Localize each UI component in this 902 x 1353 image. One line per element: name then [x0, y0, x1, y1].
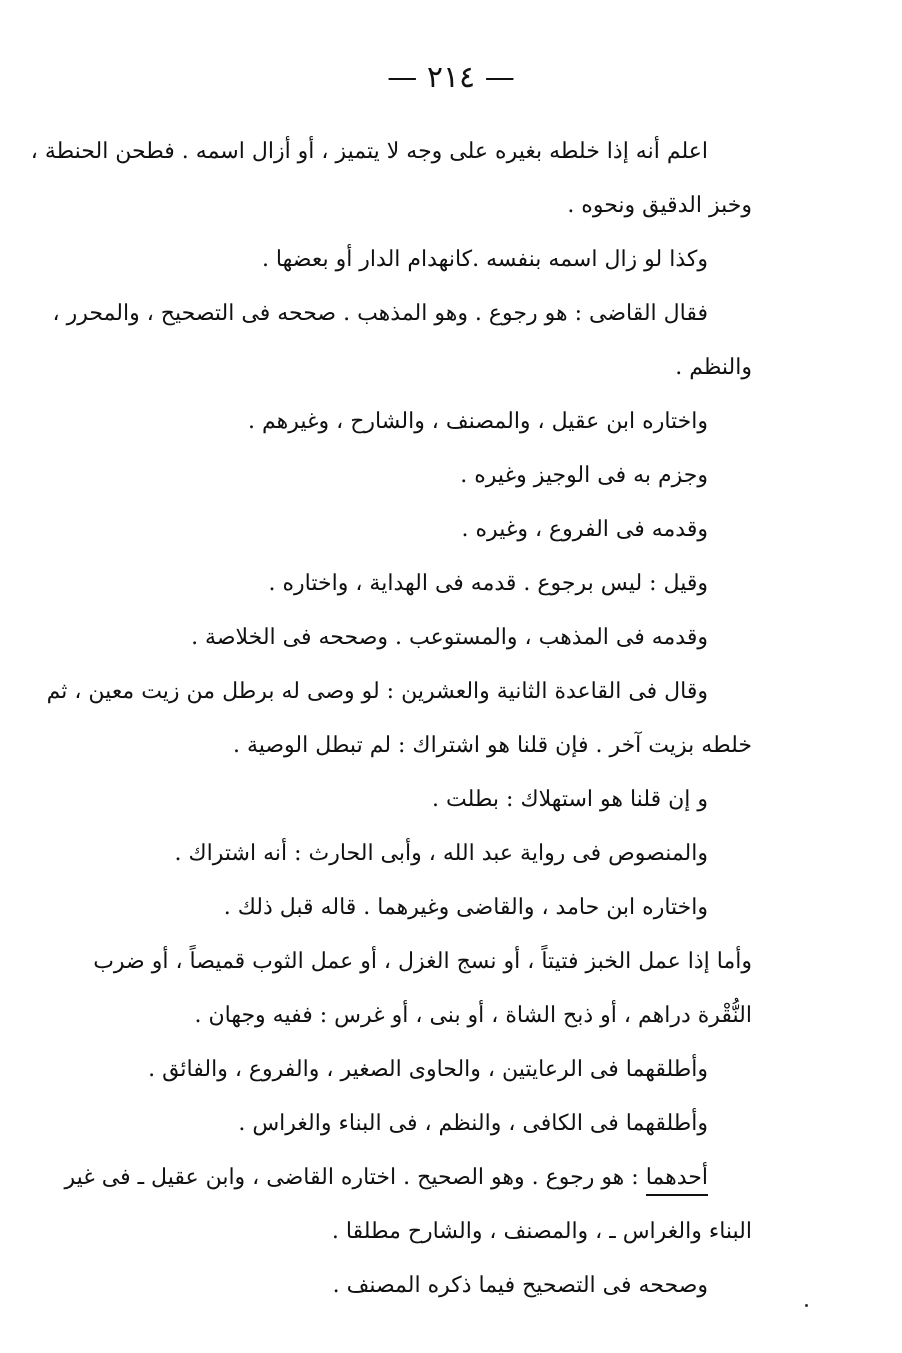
- body-text: [30, 125, 752, 1313]
- text-line: والمنصوص فى رواية عبد الله ، وأبى الحارث : أنه اشتراك .: [174, 841, 708, 866]
- page-number: — ٢١٤ —: [387, 60, 515, 95]
- text-line: البناء والغراس ـ ، والمصنف ، والشارح مطلقا .: [331, 1219, 752, 1244]
- text-line: وقال فى القاعدة الثانية والعشرين : لو وصى له برطل من زيت معين ، ثم: [46, 679, 708, 704]
- text-line: واختاره ابن حامد ، والقاضى وغيرهما . قاله قبل ذلك .: [223, 895, 708, 920]
- text-line: وقدمه فى الفروع ، وغيره .: [461, 517, 708, 542]
- text-line: وصححه فى التصحيح فيما ذكره المصنف .: [332, 1273, 708, 1298]
- text-line-emphasized: [64, 1151, 752, 1205]
- text-line: وخبز الدقيق ونحوه .: [567, 193, 752, 218]
- emphasized-word: أحدهما: [646, 1165, 708, 1196]
- text-line: وقدمه فى المذهب ، والمستوعب . وصححه فى الخلاصة .: [191, 625, 708, 650]
- text-line: و إن قلنا هو استهلاك : بطلت .: [432, 787, 708, 812]
- text-line-rest: : هو رجوع . وهو الصحيح . اختاره القاضى ، وابن عقيل ـ فى غير: [64, 1165, 639, 1190]
- text-line: اعلم أنه إذا خلطه بغيره على وجه لا يتميز ، أو أزال اسمه . فطحن الحنطة ،: [30, 139, 708, 164]
- scan-speck: [805, 1304, 808, 1307]
- text-line: وجزم به فى الوجيز وغيره .: [460, 463, 708, 488]
- text-line: فقال القاضى : هو رجوع . وهو المذهب . صححه فى التصحيح ، والمحرر ،: [52, 301, 708, 326]
- text-line: النُّقْرة دراهم ، أو ذبح الشاة ، أو بنى ، أو غرس : ففيه وجهان .: [194, 1003, 752, 1028]
- text-line: وأطلقهما فى الرعايتين ، والحاوى الصغير ، والفروع ، والفائق .: [148, 1057, 708, 1082]
- text-line: وأما إذا عمل الخبز فتيتاً ، أو نسج الغزل ، أو عمل الثوب قميصاً ، أو ضرب: [93, 949, 752, 974]
- text-line: وكذا لو زال اسمه بنفسه .كانهدام الدار أو بعضها .: [261, 247, 708, 272]
- text-line: والنظم .: [675, 355, 752, 380]
- text-line: واختاره ابن عقيل ، والمصنف ، والشارح ، وغيرهم .: [248, 409, 708, 434]
- text-line: خلطه بزيت آخر . فإن قلنا هو اشتراك : لم تبطل الوصية .: [232, 733, 752, 758]
- text-line: وقيل : ليس برجوع . قدمه فى الهداية ، واختاره .: [268, 571, 708, 596]
- text-line: وأطلقهما فى الكافى ، والنظم ، فى البناء والغراس .: [238, 1111, 708, 1136]
